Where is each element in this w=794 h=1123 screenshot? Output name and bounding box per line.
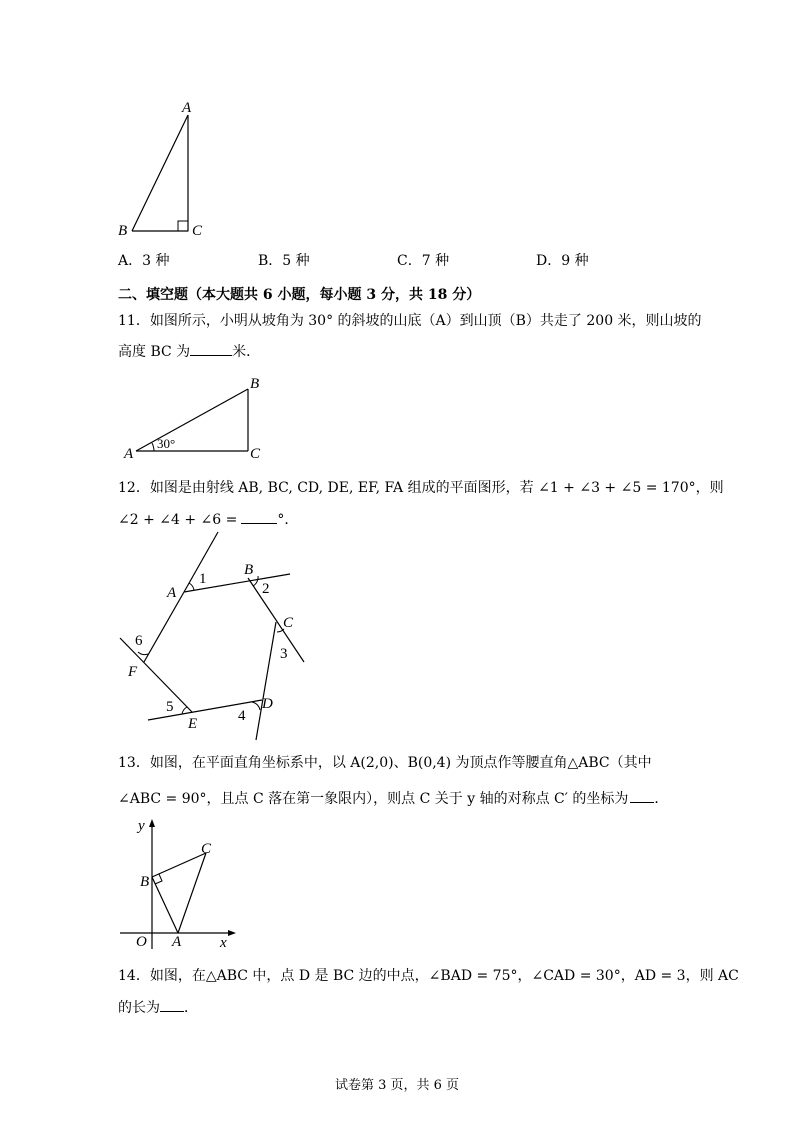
q11-text-line2 bbox=[118, 342, 260, 362]
q12-angle-6: 6 bbox=[135, 633, 143, 649]
q14-text-line2 bbox=[118, 998, 198, 1018]
q12-angle-1: 1 bbox=[199, 571, 207, 587]
q13-label-x: x bbox=[220, 935, 227, 951]
q10-label-b: B bbox=[118, 223, 128, 239]
page-footer: 试卷第 3 页，共 6 页 bbox=[334, 1078, 460, 1093]
q12-label-f: F bbox=[128, 664, 138, 680]
q14-text-line2b: ． bbox=[184, 1000, 198, 1016]
q12-angle-3: 3 bbox=[280, 646, 288, 662]
q12-hexagon-figure bbox=[110, 530, 320, 745]
q10-option-b: B．5 种 bbox=[258, 253, 310, 269]
q11-label-b: B bbox=[250, 376, 260, 392]
q10-triangle-figure bbox=[110, 95, 230, 245]
q12-angle-2: 2 bbox=[262, 581, 270, 597]
q12-label-b: B bbox=[244, 562, 254, 578]
q13-coordinate-figure bbox=[110, 815, 250, 955]
q10-option-c: C．7 种 bbox=[397, 253, 450, 269]
q14-text-line1: 14．如图，在△ABC 中，点 D 是 BC 边的中点，∠BAD = 75°，∠CAD = 30°，AD = 3，则 AC bbox=[118, 968, 739, 984]
q11-label-a: A bbox=[124, 446, 134, 462]
q12-text-line2a: ∠2 + ∠4 + ∠6 = bbox=[118, 512, 238, 528]
q13-text-line2 bbox=[118, 789, 668, 809]
q11-text-line2a: 高度 BC 为 bbox=[118, 344, 191, 360]
q13-text-line2b: ． bbox=[654, 791, 669, 807]
q13-label-o: O bbox=[136, 934, 147, 950]
q12-label-d: D bbox=[262, 696, 273, 712]
q13-answer-blank[interactable] bbox=[630, 802, 654, 803]
q12-angle-4: 4 bbox=[238, 708, 246, 724]
q13-label-a: A bbox=[172, 934, 182, 950]
q10-label-a: A bbox=[182, 100, 192, 116]
q10-option-a: A．3 种 bbox=[118, 253, 170, 269]
q11-answer-blank[interactable] bbox=[190, 355, 232, 356]
q12-text-line1: 12．如图是由射线 AB, BC, CD, DE, EF, FA 组成的平面图形，若 ∠1 + ∠3 + ∠5 = 170°，则 bbox=[118, 480, 724, 496]
q12-angle-5: 5 bbox=[166, 699, 174, 715]
q10-option-d: D．9 种 bbox=[536, 253, 589, 269]
q13-text-line1: 13．如图，在平面直角坐标系中，以 A(2,0)、B(0,4) 为顶点作等腰直角△ABC（其中 bbox=[118, 755, 652, 771]
q12-text-line2 bbox=[118, 510, 298, 530]
q11-text-line1: 11．如图所示，小明从坡角为 30° 的斜坡的山底（A）到山顶（B）共走了 200 米，则山坡的 bbox=[118, 313, 702, 329]
q10-label-c: C bbox=[192, 223, 203, 239]
q11-label-c: C bbox=[250, 446, 261, 462]
q13-label-y: y bbox=[138, 818, 145, 834]
section-title: 二、填空题（本大题共 6 小题，每小题 3 分，共 18 分） bbox=[118, 287, 481, 303]
q12-answer-blank[interactable] bbox=[241, 523, 277, 524]
q14-text-line2a: 的长为 bbox=[118, 1000, 160, 1016]
q12-label-c: C bbox=[283, 615, 294, 631]
q13-label-b: B bbox=[140, 874, 150, 890]
q13-label-c: C bbox=[201, 841, 212, 857]
q14-answer-blank[interactable] bbox=[160, 1011, 184, 1012]
q11-slope-figure bbox=[120, 373, 270, 463]
q12-label-a: A bbox=[167, 585, 177, 601]
q11-angle-label: 30° bbox=[157, 436, 176, 451]
q11-text-line2b: 米． bbox=[232, 344, 261, 360]
q12-text-line2b: °． bbox=[277, 512, 299, 528]
q13-text-line2a: ∠ABC = 90°，且点 C 落在第一象限内），则点 C 关于 y 轴的对称点 C′ 的坐标为 bbox=[118, 791, 629, 807]
q12-label-e: E bbox=[188, 716, 198, 732]
